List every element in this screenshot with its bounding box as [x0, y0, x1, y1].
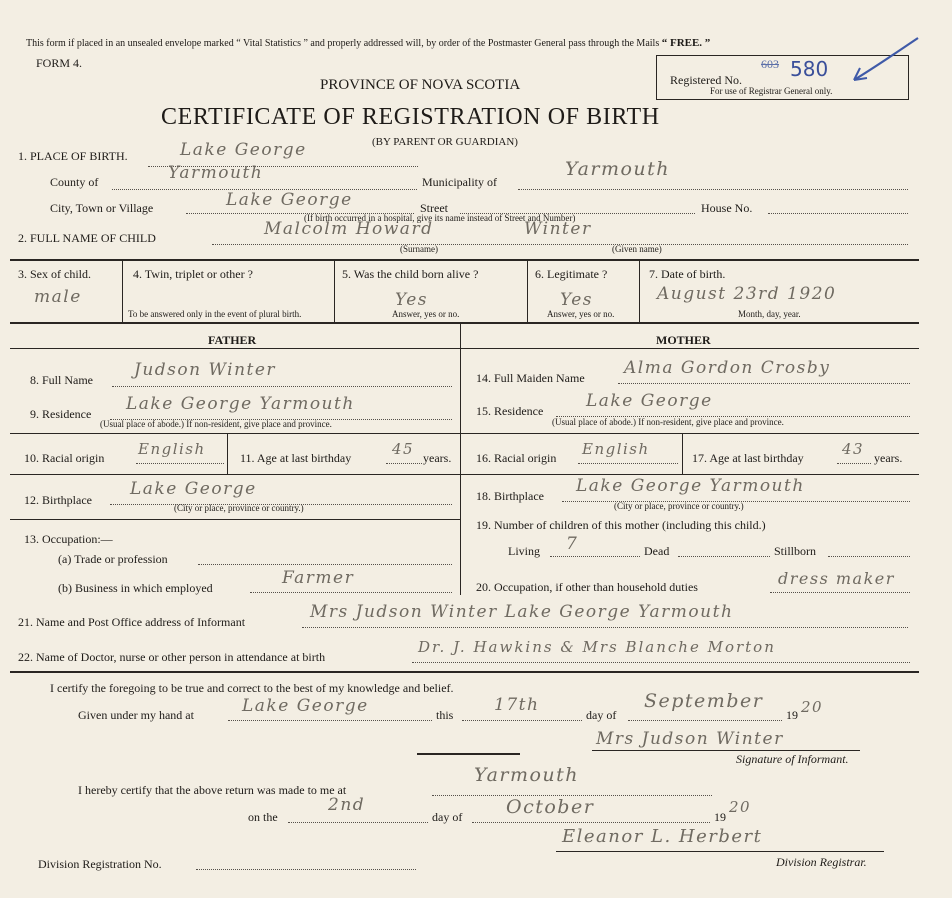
father-occupation-label: 13. Occupation:— [24, 532, 113, 546]
born-alive-note: Answer, yes or no. [392, 309, 460, 319]
registrar-place-value: Yarmouth [474, 764, 580, 786]
sex-value: male [34, 287, 82, 307]
living-value: 7 [566, 534, 579, 554]
given-day-value: 17th [494, 695, 540, 715]
informant-value: Mrs Judson Winter Lake George Yarmouth [310, 602, 734, 622]
mother-residence-value: Lake George [586, 391, 713, 411]
living-label: Living [508, 544, 540, 558]
father-age-value: 45 [392, 440, 415, 458]
given-day-of-label: day of [586, 708, 617, 722]
child-surname-value: Winter [524, 219, 592, 239]
father-age-label: 11. Age at last birthday [240, 451, 352, 465]
registrar-day-value: 2nd [328, 795, 366, 815]
child-given-names-value: Malcolm Howard [264, 219, 434, 239]
mother-maiden-name-value: Alma Gordon Crosby [624, 358, 831, 378]
surname-caption: (Surname) [400, 244, 438, 254]
father-name-value: Judson Winter [134, 360, 277, 380]
father-racial-origin-label: 10. Racial origin [24, 451, 105, 465]
on-the-label: on the [248, 810, 278, 824]
father-name-label: 8. Full Name [30, 373, 93, 387]
legitimate-note: Answer, yes or no. [547, 309, 615, 319]
trade-profession-label: (a) Trade or profession [58, 552, 168, 566]
born-alive-value: Yes [395, 290, 429, 310]
mother-racial-origin-label: 16. Racial origin [476, 451, 557, 465]
father-birthplace-note: (City or place, province or country.) [174, 503, 304, 513]
children-count-label: 19. Number of children of this mother (including this child.) [476, 518, 766, 532]
registrar-signature: Eleanor L. Herbert [562, 826, 763, 847]
mother-occupation-value: dress maker [778, 569, 895, 588]
given-place-value: Lake George [242, 696, 369, 716]
mother-residence-note: (Usual place of abode.) If non-resident, give place and province. [552, 417, 784, 427]
legitimate-label: 6. Legitimate ? [535, 267, 608, 281]
father-age-years: years. [423, 451, 452, 465]
given-year-prefix: 19 [786, 708, 798, 722]
doctor-label: 22. Name of Doctor, nurse or other person in attendance at birth [18, 650, 326, 664]
registrar-year-prefix: 19 [714, 810, 726, 824]
given-month-value: September [644, 690, 764, 712]
plurality-note: To be answered only in the event of plural birth. [128, 309, 302, 319]
place-of-birth-label: 1. PLACE OF BIRTH. [18, 149, 128, 163]
mother-age-years: years. [874, 451, 903, 465]
certification-statement: I certify the foregoing to be true and correct to the best of my knowledge and belief. [50, 681, 454, 695]
informant-label: 21. Name and Post Office address of Informant [18, 615, 246, 629]
registrar-day-of-label: day of [432, 810, 463, 824]
province-title: PROVINCE OF NOVA SCOTIA [320, 77, 521, 93]
given-under-hand-label: Given under my hand at [78, 708, 194, 722]
stillborn-label: Stillborn [774, 544, 817, 558]
this-label: this [436, 708, 454, 722]
informant-signature: Mrs Judson Winter [596, 729, 784, 749]
city-town-village-value: Lake George [226, 190, 353, 210]
mother-age-label: 17. Age at last birthday [692, 451, 804, 465]
father-residence-note: (Usual place of abode.) If non-resident, give place and province. [100, 419, 332, 429]
doctor-value: Dr. J. Hawkins & Mrs Blanche Morton [418, 638, 776, 656]
informant-signature-caption: Signature of Informant. [736, 752, 849, 766]
father-racial-origin-value: English [138, 440, 206, 458]
division-registration-no-label: Division Registration No. [38, 857, 162, 871]
mother-heading: MOTHER [656, 333, 711, 347]
date-of-birth-label: 7. Date of birth. [649, 267, 726, 281]
county-label: County of [50, 175, 99, 189]
form-number: FORM 4. [36, 56, 83, 70]
mail-notice: This form if placed in an unsealed envelope marked “ Vital Statistics ” and properly addressed will, by order of the Postmaster General pass through the Mails “ FREE. ” [26, 37, 711, 49]
sex-label: 3. Sex of child. [18, 267, 91, 281]
mother-birthplace-label: 18. Birthplace [476, 489, 544, 503]
certificate-title: CERTIFICATE OF REGISTRATION OF BIRTH [161, 104, 660, 130]
business-employed-label: (b) Business in which employed [58, 581, 213, 595]
given-name-caption: (Given name) [612, 244, 662, 254]
born-alive-label: 5. Was the child born alive ? [342, 267, 479, 281]
municipality-value: Yarmouth [565, 158, 671, 180]
registered-number: 580 [790, 57, 829, 81]
municipality-label: Municipality of [422, 175, 497, 189]
child-name-label: 2. FULL NAME OF CHILD [18, 231, 156, 245]
city-town-village-label: City, Town or Village [50, 201, 154, 215]
hospital-note: (If birth occurred in a hospital, give its name instead of Street and Number) [304, 213, 576, 223]
place-of-birth-value: Lake George [180, 140, 307, 160]
mother-residence-label: 15. Residence [476, 404, 544, 418]
mother-birthplace-note: (City or place, province or country.) [614, 501, 744, 511]
certificate-subtitle: (BY PARENT OR GUARDIAN) [372, 136, 518, 148]
date-of-birth-value: August 23rd 1920 [657, 284, 837, 304]
father-residence-value: Lake George Yarmouth [126, 394, 355, 414]
pen-check-mark [840, 34, 924, 86]
dead-label: Dead [644, 544, 670, 558]
street-label: Street [420, 201, 448, 215]
mother-maiden-name-label: 14. Full Maiden Name [476, 371, 585, 385]
mother-age-value: 43 [842, 440, 865, 458]
mother-birthplace-value: Lake George Yarmouth [576, 476, 805, 496]
father-residence-label: 9. Residence [30, 407, 92, 421]
registered-number-label: Registered No. [670, 73, 742, 87]
registrar-month-value: October [506, 796, 595, 818]
father-heading: FATHER [208, 333, 257, 347]
county-value: Yarmouth [168, 163, 264, 183]
plurality-label: 4. Twin, triplet or other ? [133, 267, 253, 281]
date-of-birth-note: Month, day, year. [738, 309, 801, 319]
father-birthplace-label: 12. Birthplace [24, 493, 92, 507]
mother-racial-origin-value: English [582, 440, 650, 458]
house-no-label: House No. [701, 201, 753, 215]
registrar-general-note: For use of Registrar General only. [710, 86, 833, 96]
father-birthplace-value: Lake George [130, 479, 257, 499]
registrar-certification-label: I hereby certify that the above return was made to me at [78, 783, 347, 797]
registrar-year-value: 20 [729, 798, 752, 816]
registered-old-number: 603 [761, 57, 779, 71]
legitimate-value: Yes [560, 290, 594, 310]
mother-occupation-label: 20. Occupation, if other than household duties [476, 580, 698, 594]
given-year-value: 20 [801, 698, 824, 716]
father-business-value: Farmer [282, 568, 355, 588]
division-registrar-caption: Division Registrar. [776, 855, 867, 869]
